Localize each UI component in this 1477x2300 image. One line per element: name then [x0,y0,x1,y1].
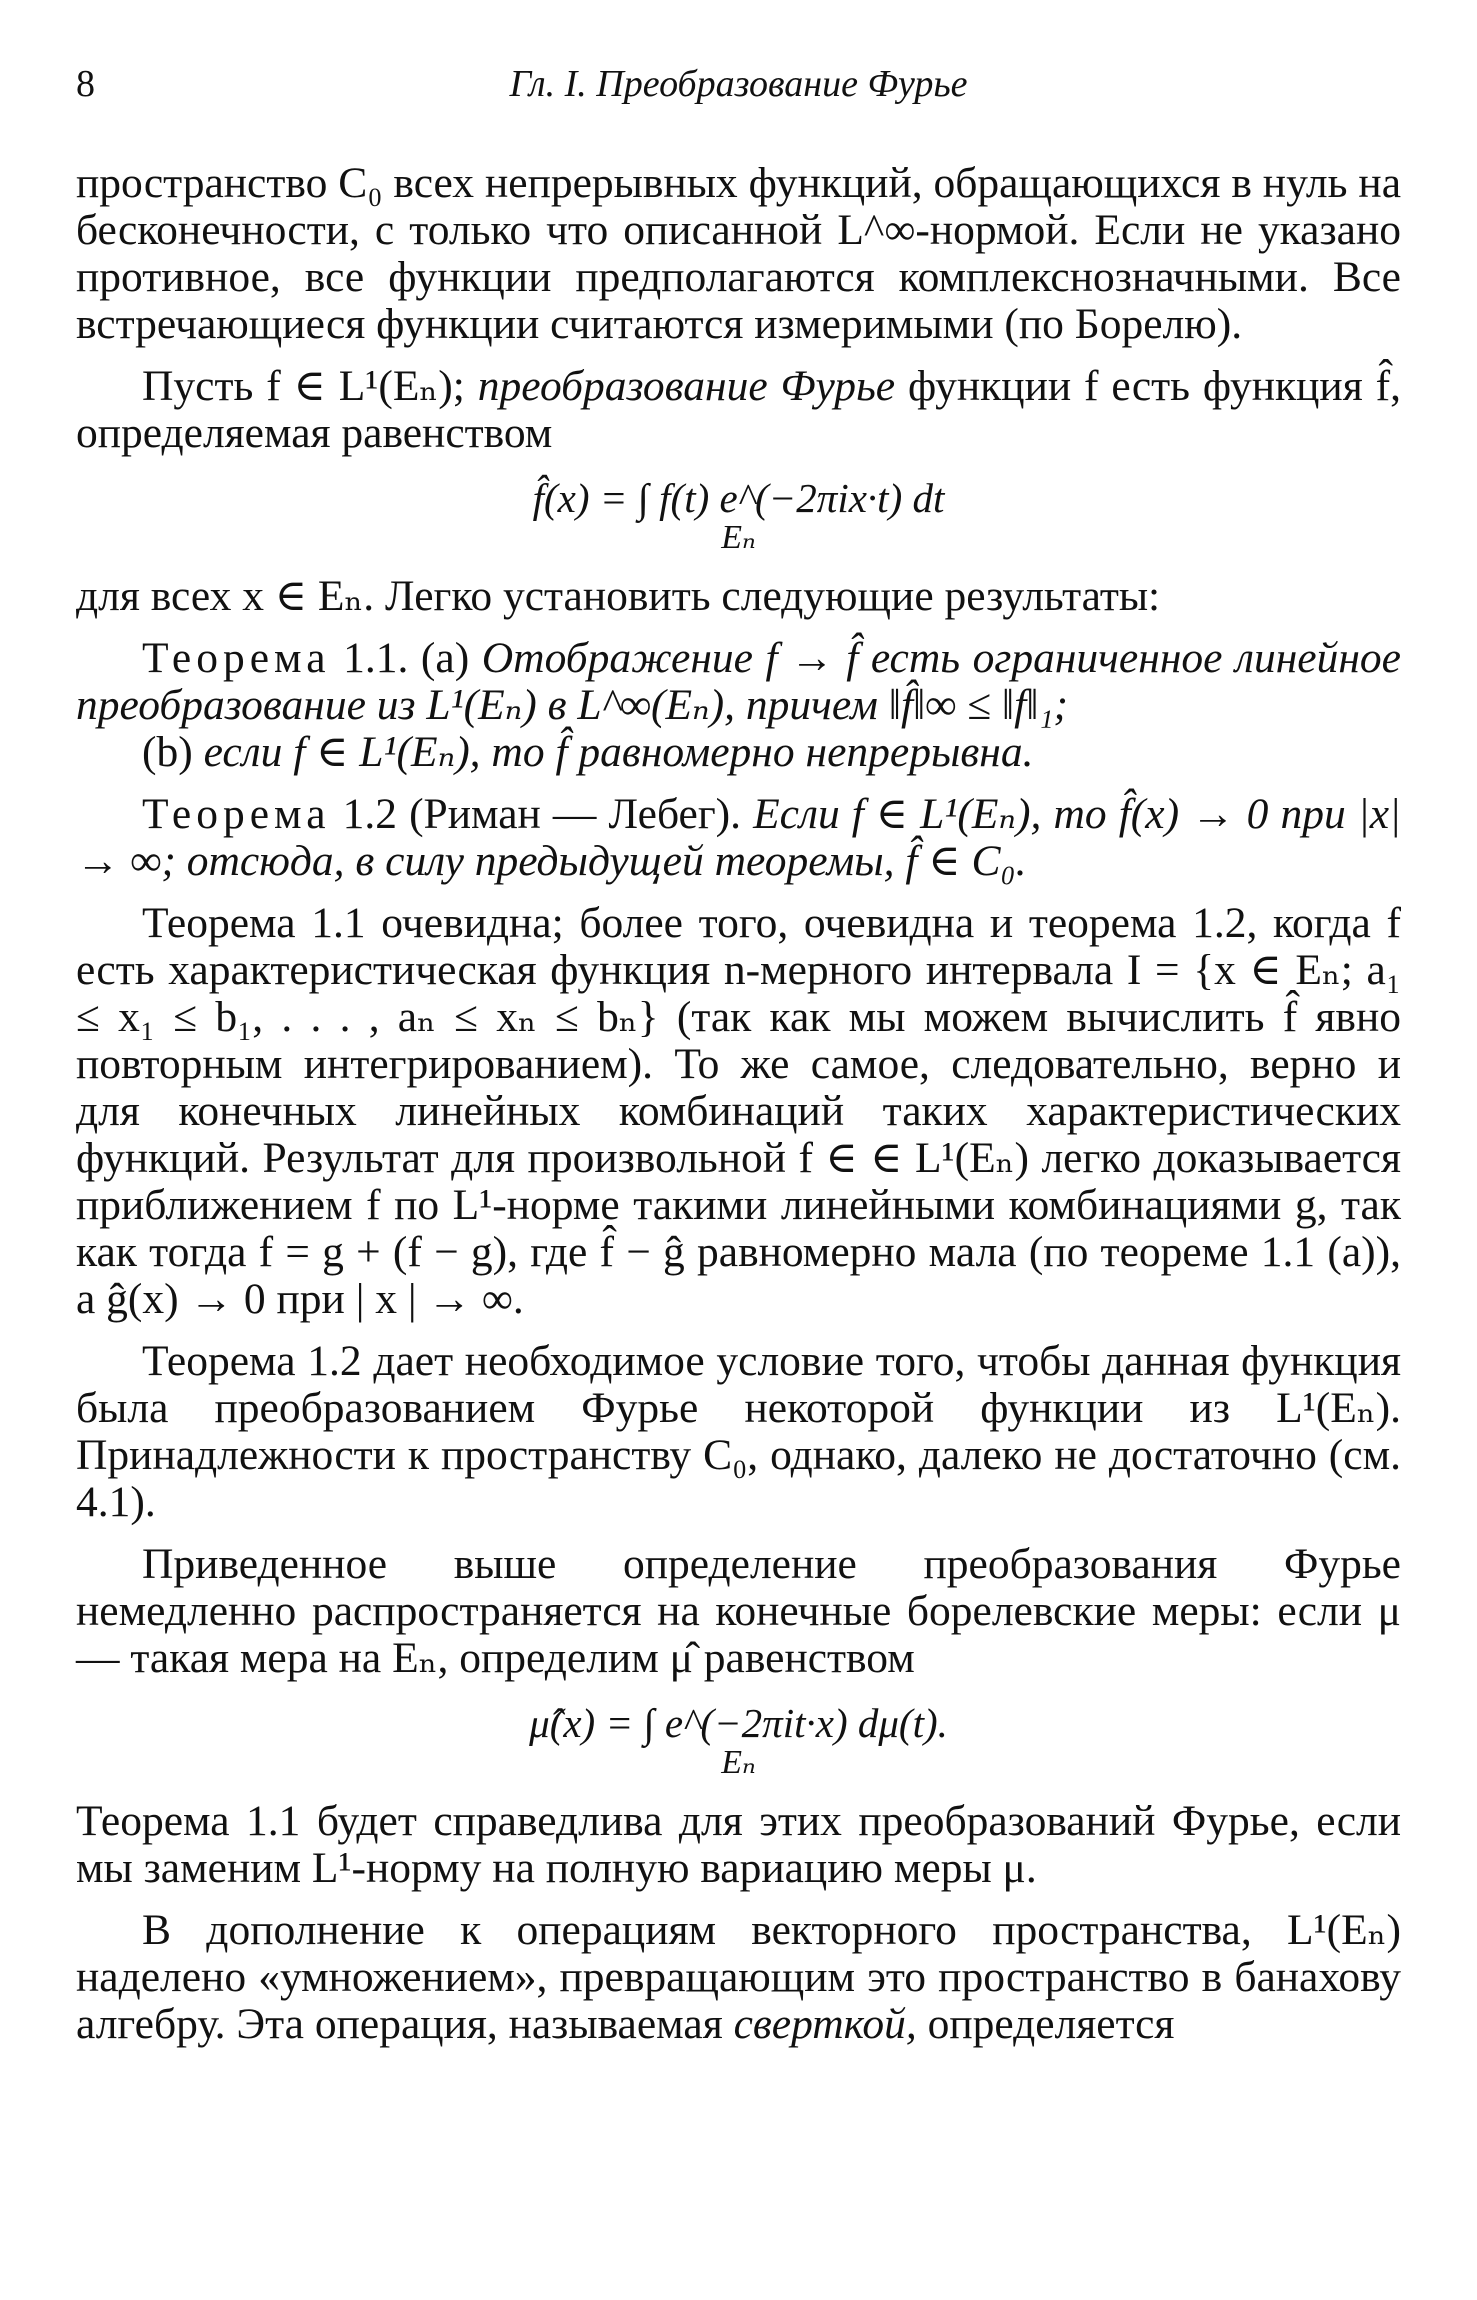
thm12-number: 1.2 (Риман — Лебег). [330,790,754,838]
thm11-part-b: (b) [142,728,204,776]
theorem-1-2 [76,791,1401,885]
thm11-number: 1.1. (a) [330,634,482,682]
thm12-label: Теорема [142,790,331,838]
theorem-1-1-b [76,729,1401,776]
page-number: 8 [76,63,95,105]
eq1-formula: f̂(x) = ∫ f(t) e^(−2πix·t) dt [532,475,945,521]
thm12-statement: Если f ∈ L¹(Eₙ), то f̂(x) → 0 при |x| → ∞; отсюда, в силу предыдущей теоремы, f̂ ∈ C₀. [76,790,1402,885]
paragraph-5: Теорема 1.2 дает необходимое условие того, чтобы данная функция была преобразованием Фурье некоторой функции из L¹(Eₙ). Принадлежности к пространству C₀, однако, далеко не достаточно (см. 4.1). [76,1337,1401,1526]
p2-text-a: Пусть f ∈ L¹(Eₙ); [142,362,478,410]
thm11-statement-a: Отображение f → f̂ есть ограниченное линейное преобразование из L¹(Eₙ) в L^∞(Eₙ), причем ‖f̂‖∞ ≤ ‖f‖₁; [76,634,1401,729]
eq2-formula: μ̂(x) = ∫ e^(−2πit·x) dμ(t). [529,1700,948,1746]
paragraph-4: Теорема 1.1 очевидна; более того, очевидна и теорема 1.2, когда f есть характеристическая функция n-мерного интервала I = {x ∈ Eₙ; a₁ ≤ x₁ ≤ b₁, . . . , aₙ ≤ xₙ ≤ bₙ} (так как мы можем вычислить f̂ явно повторным интегрированием). То же самое, следовательно, верно и для конечных линейных комбинаций таких характеристических функций. Результат для произвольной f ∈ ∈ L¹(Eₙ) легко доказывается приближением f по L¹-норме такими линейными комбинациями g, так как тогда f = g + (f − g), где f̂ − ĝ равномерно мала (по теореме 1.1 (a)), а ĝ(x) → 0 при | x | → ∞. [76,899,1401,1323]
thm11-statement-b: если f ∈ L¹(Eₙ), то f̂ равномерно непрерывна. [203,728,1034,776]
p8-text-c: определяется [916,2000,1175,2048]
paragraph-7: Теорема 1.1 будет справедлива для этих преобразований Фурье, если мы заменим L¹-норму на полную вариацию меры μ. [76,1797,1401,1892]
paragraph-6: Приведенное выше определение преобразования Фурье немедленно распространяется на конечные борелевские меры: если μ — такая мера на Eₙ, определим μ̂ равенством [76,1540,1401,1682]
paragraph-3: для всех x ∈ Eₙ. Легко установить следующие результаты: [76,572,1161,620]
page-body [76,160,1401,2048]
eq2-domain: Eₙ [721,1744,756,1781]
theorem-1-1 [76,635,1401,729]
equation-measure-transform [76,1698,1401,1781]
p2-text-c: функции f есть функция f̂, определяемая равенством [76,362,1401,457]
equation-fourier-transform [76,473,1401,556]
page-header [76,62,1401,112]
p8-text-a: В дополнение к операциям векторного пространства, L¹(Eₙ) наделено «умножением», превращающим это пространство в банахову алгебру. Эта операция, называемая [76,1906,1401,2048]
paragraph-1: пространство C₀ всех непрерывных функций, обращающихся в нуль на бесконечности, с только что описанной L^∞-нормой. Если не указано противное, все функции предполагаются комплекснозначными. Все встречающиеся функции считаются измеримыми (по Борелю). [76,159,1401,348]
running-title: Гл. I. Преобразование Фурье [509,63,968,105]
thm11-label: Теорема [142,634,331,682]
p2-term: преобразование Фурье [477,362,896,410]
paragraph-8 [76,1907,1401,2048]
p8-term: сверткой, [733,2000,917,2048]
paragraph-2 [76,363,1401,457]
eq1-domain: Eₙ [721,519,756,556]
